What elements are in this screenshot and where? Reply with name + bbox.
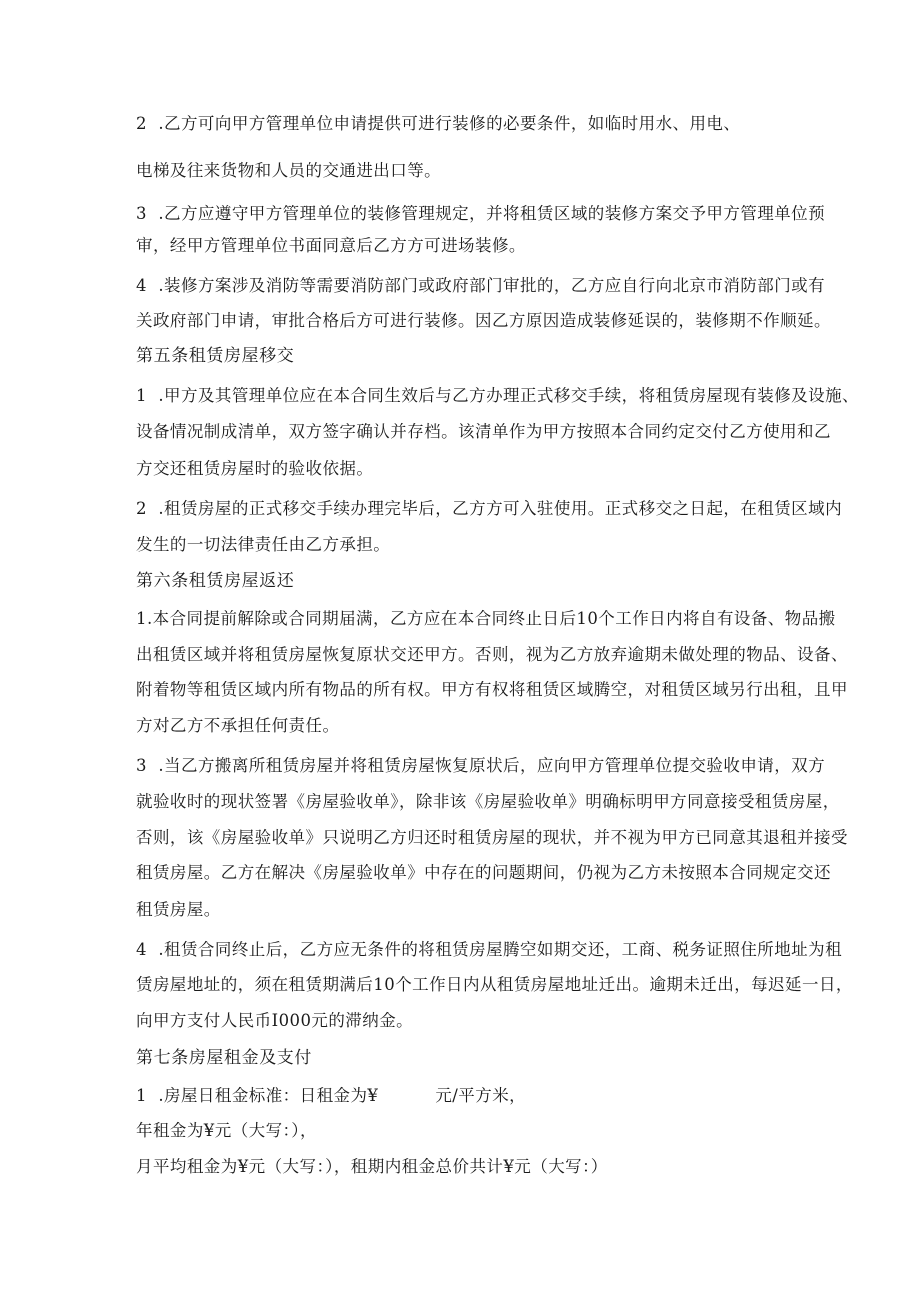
paragraph-line: 审，经甲方管理单位书面同意后乙方方可进场装修。	[136, 236, 526, 255]
paragraph-line: 向甲方支付人民币I000元的滞纳金。	[136, 1011, 414, 1030]
paragraph-line: 否则，该《房屋验收单》只说明乙方归还时租赁房屋的现状，并不视为甲方已同意其退租并接受	[136, 828, 848, 847]
paragraph-line: 电梯及往来货物和人员的交通进出口等。	[136, 161, 442, 180]
paragraph-line: 年租金为¥元（大写：），	[136, 1121, 317, 1140]
paragraph-line: 1 .甲方及其管理单位应在本合同生效后与乙方办理正式移交手续，将租赁房屋现有装修及设施、	[136, 386, 859, 405]
paragraph-line: 2 .租赁房屋的正式移交手续办理完毕后，乙方方可入驻使用。正式移交之日起，在租赁区域内	[136, 499, 843, 518]
section-heading: 第六条租赁房屋返还	[136, 571, 295, 591]
paragraph-line: 1 .房屋日租金标准：日租金为¥ 元/平方米，	[136, 1086, 527, 1105]
paragraph-line: 1.本合同提前解除或合同期届满，乙方应在本合同终止日后10个工作日内将自有设备、物品搬	[136, 609, 836, 628]
paragraph-line: 方交还租赁房屋时的验收依据。	[136, 459, 374, 478]
paragraph-line: 3 .乙方应遵守甲方管理单位的装修管理规定，并将租赁区域的装修方案交予甲方管理单位预	[136, 204, 826, 223]
paragraph-line: 关政府部门申请，审批合格后方可进行装修。因乙方原因造成装修延误的，装修期不作顺延。	[136, 311, 831, 330]
paragraph-line: 3 .当乙方搬离所租赁房屋并将租赁房屋恢复原状后，应向甲方管理单位提交验收申请，双方	[136, 756, 826, 775]
paragraph-line: 设备情况制成清单，双方签字确认并存档。该清单作为甲方按照本合同约定交付乙方使用和乙	[136, 422, 831, 441]
paragraph-line: 月平均租金为¥元（大写：），租期内租金总价共计¥元（大写：）	[136, 1157, 608, 1176]
paragraph-line: 租赁房屋。乙方在解决《房屋验收单》中存在的问题期间，仍视为乙方未按照本合同规定交还	[136, 863, 831, 882]
section-heading: 第七条房屋租金及支付	[136, 1048, 312, 1068]
paragraph-line: 方对乙方不承担任何责任。	[136, 716, 340, 735]
paragraph-line: 4 .装修方案涉及消防等需要消防部门或政府部门审批的，乙方应自行向北京市消防部门或有	[136, 276, 826, 295]
paragraph-line: 租赁房屋。	[136, 900, 221, 919]
paragraph-line: 4 .租赁合同终止后，乙方应无条件的将租赁房屋腾空如期交还，工商、税务证照住所地址为租	[136, 940, 843, 959]
paragraph-line: 就验收时的现状签署《房屋验收单》，除非该《房屋验收单》明确标明甲方同意接受租赁房屋，	[136, 792, 840, 811]
section-heading: 第五条租赁房屋移交	[136, 346, 295, 366]
paragraph-line: 2 .乙方可向甲方管理单位申请提供可进行装修的必要条件，如临时用水、用电、	[136, 114, 741, 133]
paragraph-line: 附着物等租赁区域内所有物品的所有权。甲方有权将租赁区域腾空，对租赁区域另行出租，且甲	[136, 680, 848, 699]
paragraph-line: 发生的一切法律责任由乙方承担。	[136, 535, 391, 554]
paragraph-line: 赁房屋地址的，须在租赁期满后10个工作日内从租赁房屋地址迁出。逾期未迁出，每迟延一日，	[136, 975, 853, 994]
paragraph-line: 出租赁区域并将租赁房屋恢复原状交还甲方。否则，视为乙方放弃逾期未做处理的物品、设备、	[136, 645, 848, 664]
